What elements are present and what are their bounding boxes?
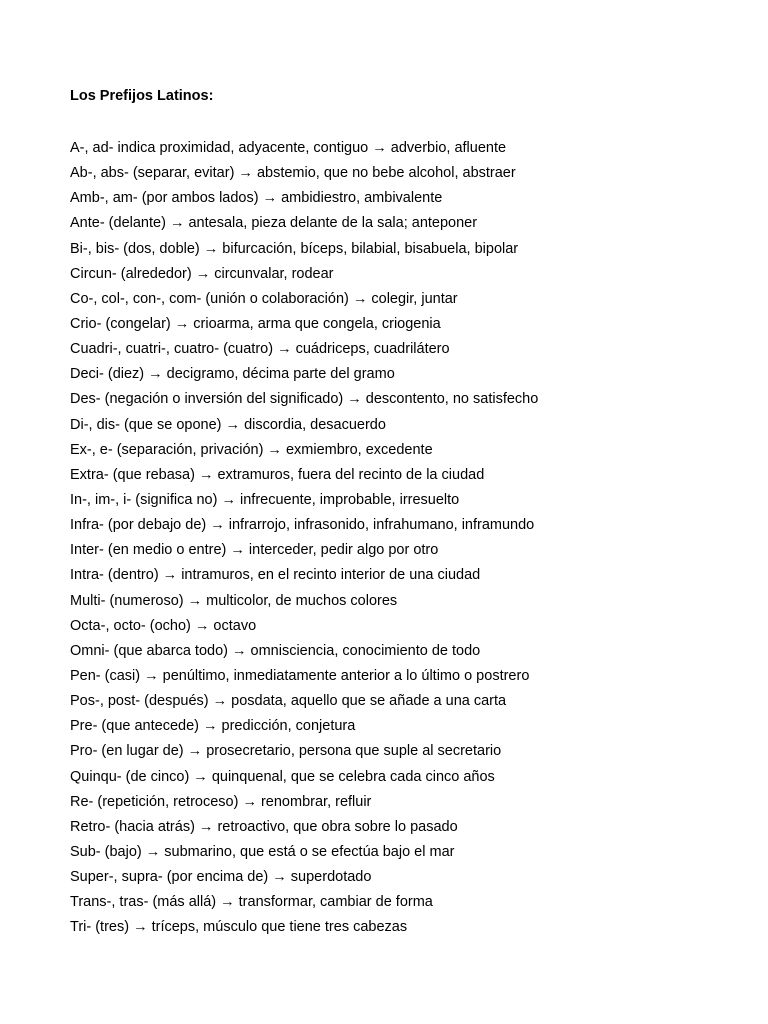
prefix-line-10: Deci- (diez) → decigramo, décima parte del gramo	[70, 366, 395, 383]
prefix-line-26: Quinqu- (de cinco) → quinquenal, que se celebra cada cinco años	[70, 768, 495, 785]
prefix-line-25: Pro- (en lugar de) → prosecretario, persona que suple al secretario	[70, 743, 502, 760]
prefix-line-19: Multi- (numeroso) → multicolor, de muchos colores	[70, 592, 398, 609]
prefix-line-6: Circun- (alrededor) → circunvalar, rodear	[70, 265, 334, 282]
prefix-line-12: Di-, dis- (que se opone) → discordia, desacuerdo	[70, 416, 386, 433]
prefix-line-11: Des- (negación o inversión del significado) → descontento, no satisfecho	[70, 391, 539, 408]
prefix-line-15: In-, im-, i- (significa no) → infrecuente, improbable, irresuelto	[70, 491, 460, 508]
prefix-line-2: Ab-, abs- (separar, evitar) → abstemio, que no bebe alcohol, abstraer	[70, 165, 516, 182]
prefix-line-5: Bi-, bis- (dos, doble) → bifurcación, bíceps, bilabial, bisabuela, bipolar	[70, 240, 519, 257]
page-title: Los Prefijos Latinos:	[70, 88, 214, 104]
prefix-line-9: Cuadri-, cuatri-, cuatro- (cuatro) → cuádriceps, cuadrilátero	[70, 341, 450, 358]
prefix-list	[70, 136, 760, 941]
prefix-line-30: Super-, supra- (por encima de) → superdotado	[70, 869, 372, 886]
prefix-line-22: Pen- (casi) → penúltimo, inmediatamente anterior a lo último o postrero	[70, 667, 530, 684]
prefix-line-14: Extra- (que rebasa) → extramuros, fuera del recinto de la ciudad	[70, 466, 485, 483]
prefix-line-1: A-, ad- indica proximidad, adyacente, contiguo → adverbio, afluente	[70, 140, 507, 156]
prefix-line-24: Pre- (que antecede) → predicción, conjetura	[70, 718, 356, 735]
prefix-line-32: Tri- (tres) → tríceps, músculo que tiene tres cabezas	[70, 919, 408, 936]
prefix-line-18: Intra- (dentro) → intramuros, en el recinto interior de una ciudad	[70, 567, 481, 584]
prefix-line-8: Crio- (congelar) → crioarma, arma que congela, criogenia	[70, 315, 441, 332]
prefix-line-17: Inter- (en medio o entre) → interceder, pedir algo por otro	[70, 542, 439, 559]
prefix-line-7: Co-, col-, con-, com- (unión o colaboración) → colegir, juntar	[70, 290, 458, 307]
prefix-line-13: Ex-, e- (separación, privación) → exmiembro, excedente	[70, 441, 433, 458]
prefix-line-16: Infra- (por debajo de) → infrarrojo, infrasonido, infrahumano, inframundo	[70, 517, 535, 534]
prefix-line-3: Amb-, am- (por ambos lados) → ambidiestro, ambivalente	[70, 190, 443, 207]
prefix-line-31: Trans-, tras- (más allá) → transformar, cambiar de forma	[70, 894, 433, 911]
prefix-line-4: Ante- (delante) → antesala, pieza delante de la sala; anteponer	[70, 215, 478, 232]
prefix-line-20: Octa-, octo- (ocho) → octavo	[70, 617, 257, 634]
prefix-line-21: Omni- (que abarca todo) → omnisciencia, conocimiento de todo	[70, 642, 481, 659]
prefix-line-28: Retro- (hacia atrás) → retroactivo, que obra sobre lo pasado	[70, 818, 458, 835]
prefix-line-29: Sub- (bajo) → submarino, que está o se efectúa bajo el mar	[70, 843, 455, 860]
document-page	[70, 86, 760, 941]
prefix-line-23: Pos-, post- (después) → posdata, aquello que se añade a una carta	[70, 693, 507, 710]
prefix-line-27: Re- (repetición, retroceso) → renombrar, refluir	[70, 793, 372, 810]
